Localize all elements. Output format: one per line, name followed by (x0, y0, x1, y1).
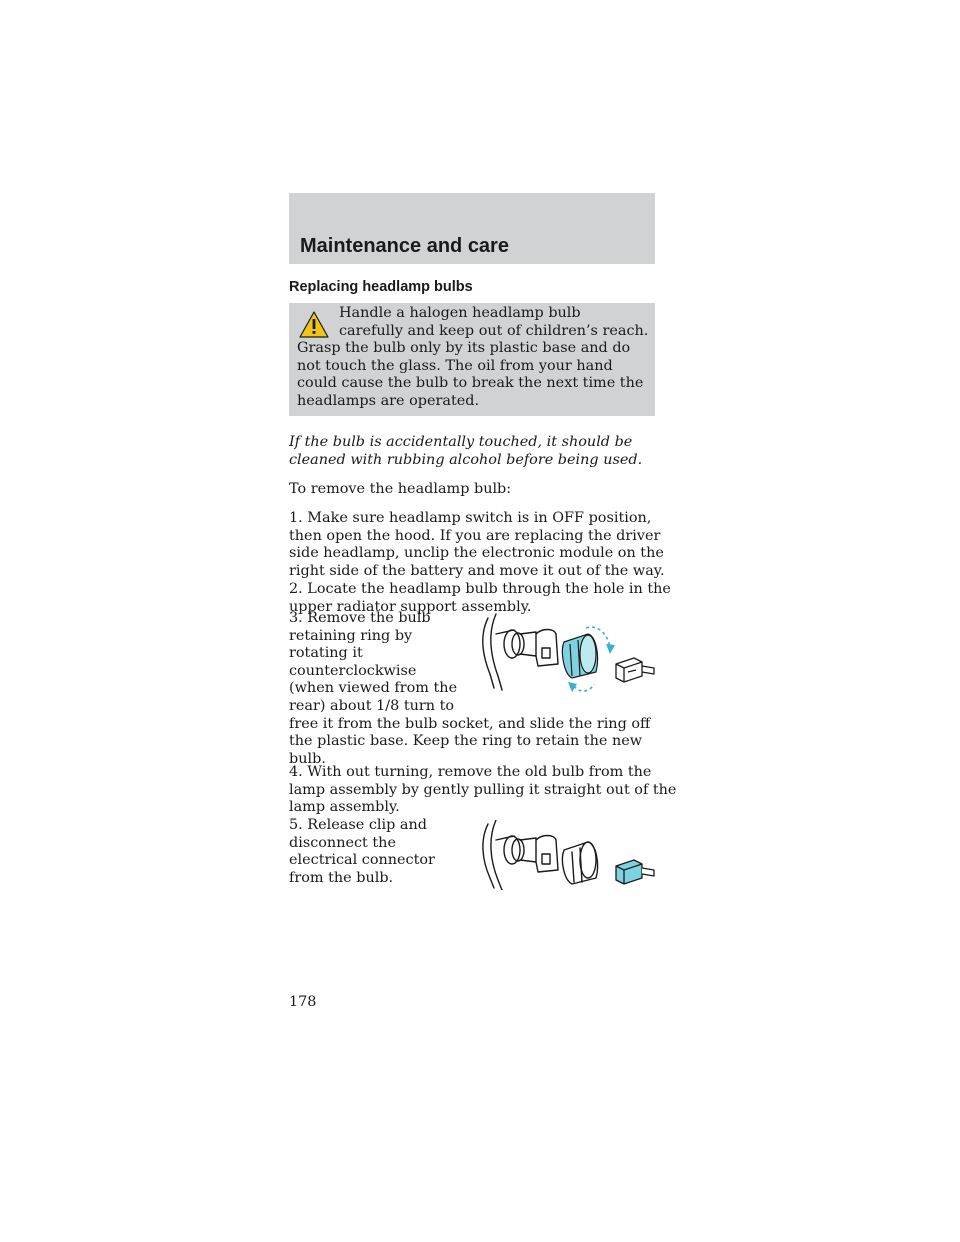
step-line: electrical connector (289, 852, 435, 869)
step-line: bulb. (289, 750, 326, 767)
step-line: 2. Locate the headlamp bulb through the hole in the (289, 581, 671, 597)
electrical-connector-diagram (476, 820, 656, 890)
step-line: 4. With out turning, remove the old bulb from the (289, 764, 652, 780)
step-line: 1. Make sure headlamp switch is in OFF position, (289, 510, 652, 526)
removal-intro: To remove the headlamp bulb: (289, 481, 512, 497)
warning-text: Handle a halogen headlamp bulb carefully and keep out of children’s reach. Grasp the bulb only by its plastic base and do not touch the glass. The oil from your hand could cause the bulb to break the next time the headlamps are operated. (297, 305, 649, 409)
step-line: free it from the bulb socket, and slide the ring off (289, 715, 651, 732)
note-line: If the bulb is accidentally touched, it should be (289, 434, 633, 450)
step-line: rear) about 1/8 turn to (289, 697, 455, 714)
retaining-ring-diagram (476, 604, 656, 696)
step-4 (289, 764, 677, 817)
step-line: the plastic base. Keep the ring to retain the new (289, 733, 643, 750)
connector-clip (616, 860, 654, 884)
step-line: lamp assembly. (289, 799, 400, 816)
section-title: Replacing headlamp bulbs (289, 279, 473, 295)
step-line: right side of the battery and move it out of the way. (289, 562, 665, 579)
step-line: side headlamp, unclip the electronic module on the (289, 545, 664, 562)
header-bar (289, 193, 655, 264)
step-line: 3. Remove the bulb (289, 610, 431, 626)
step-line: counterclockwise (289, 662, 417, 679)
note-line: cleaned with rubbing alcohol before being used. (289, 451, 643, 468)
step-1 (289, 510, 665, 580)
step-line: rotating it (289, 645, 363, 662)
chapter-title: Maintenance and care (300, 235, 509, 257)
step-line: (when viewed from the (289, 680, 458, 697)
retaining-ring (562, 634, 597, 678)
warning-box (289, 303, 655, 416)
step-line: disconnect the (289, 834, 396, 851)
step-line: lamp assembly by gently pulling it straight out of the (289, 781, 677, 798)
page-number: 178 (289, 994, 317, 1010)
step-line: retaining ring by (289, 627, 413, 644)
step-line: then open the hood. If you are replacing the driver (289, 527, 661, 544)
bulb-touch-note (289, 434, 661, 469)
step-line: upper radiator support assembly. (289, 598, 532, 615)
step-line: 5. Release clip and (289, 817, 427, 833)
step-line: from the bulb. (289, 869, 394, 886)
